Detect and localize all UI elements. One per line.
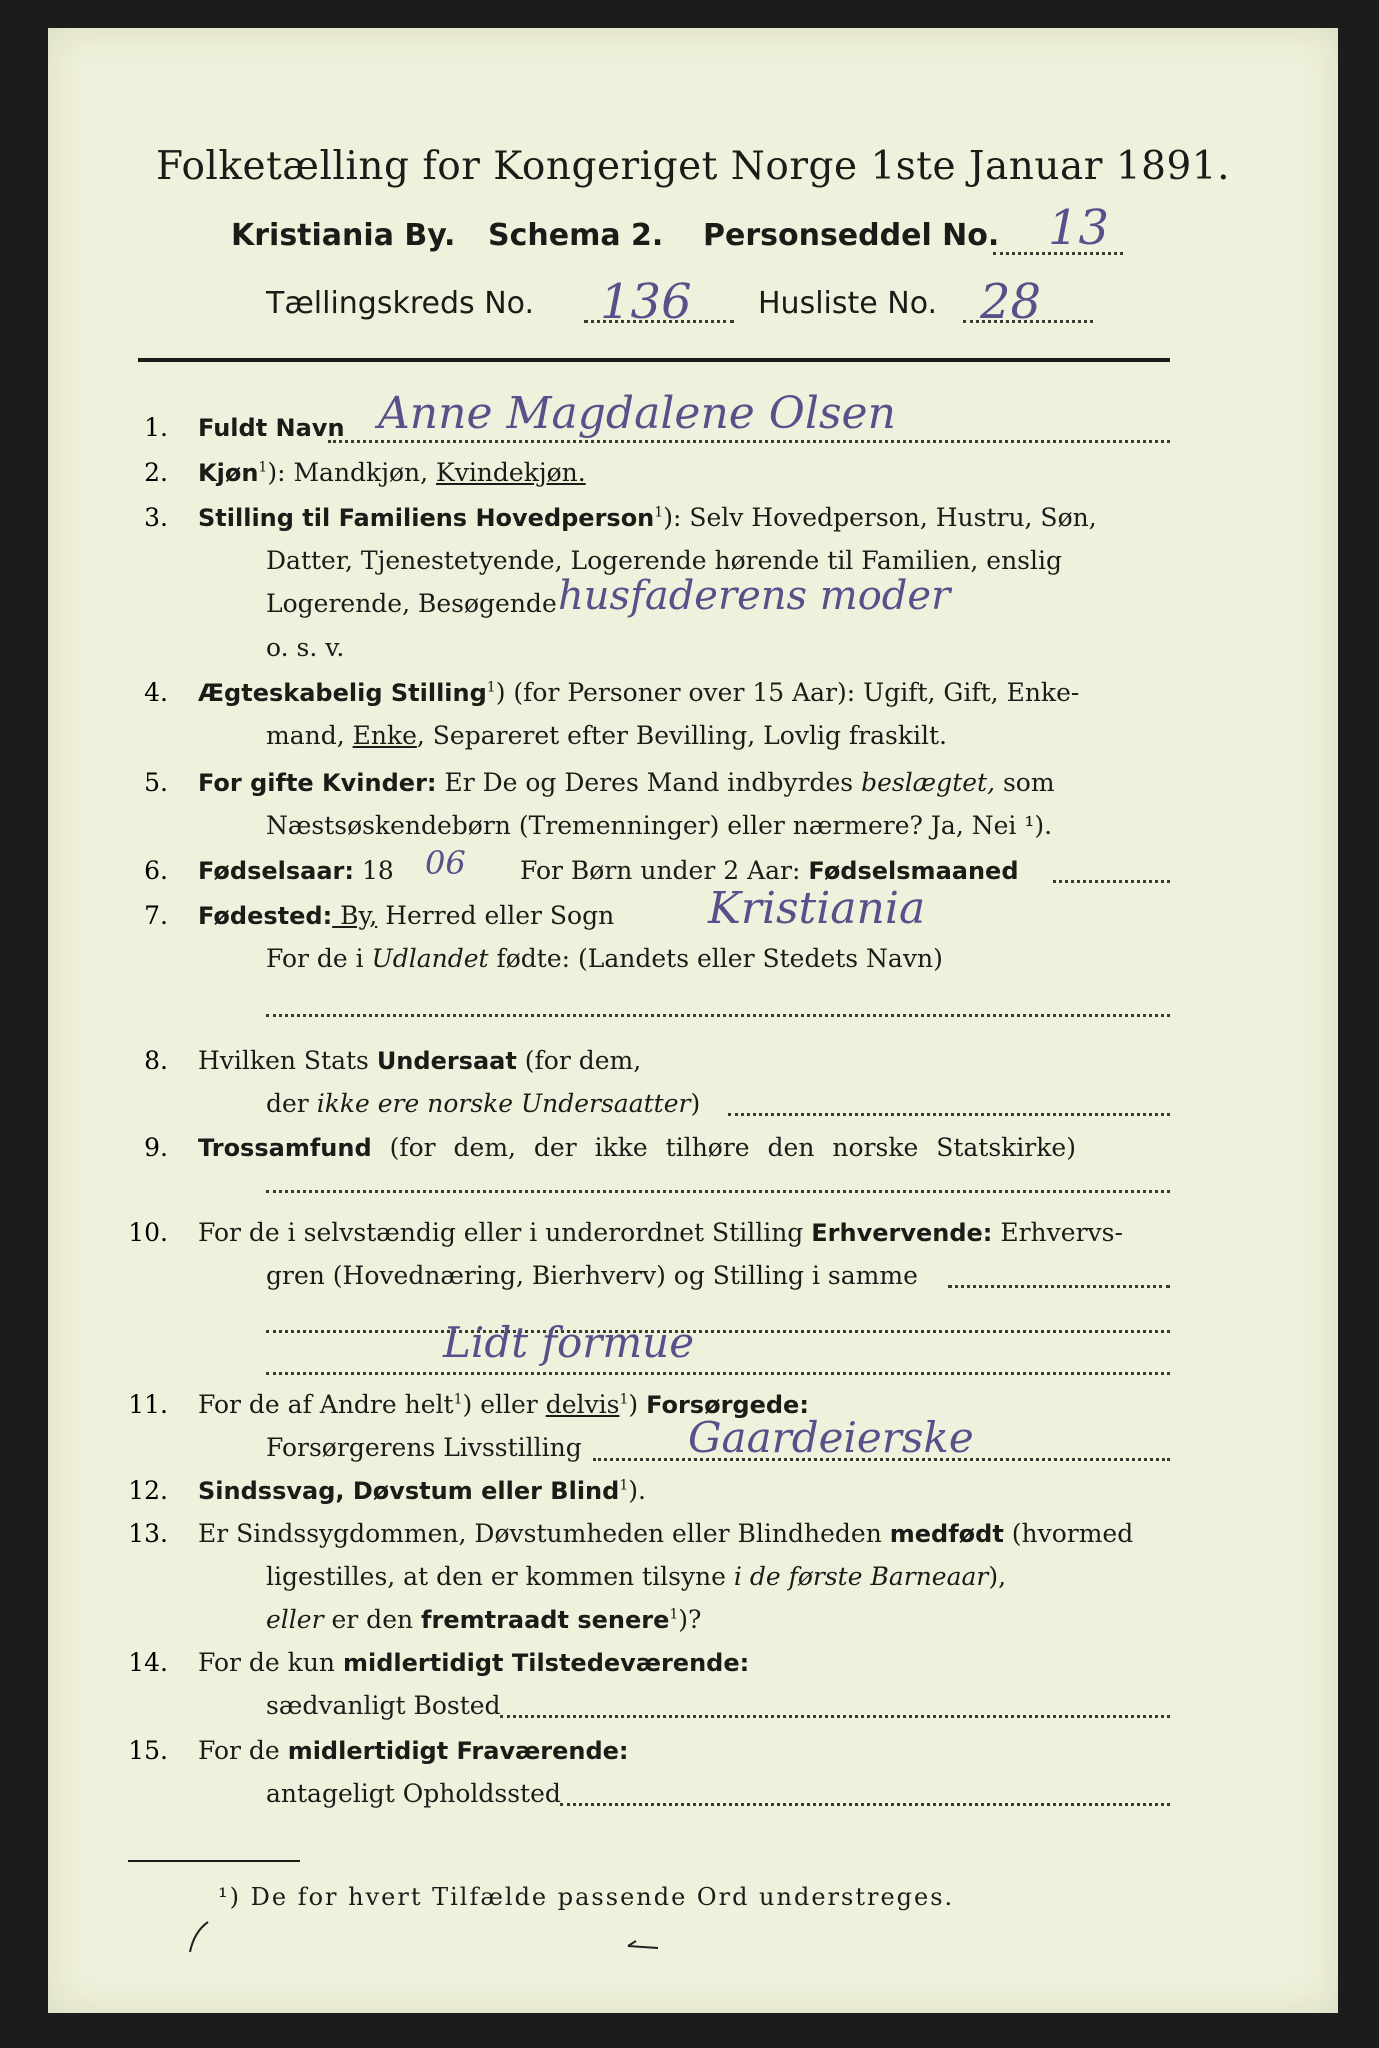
schema-label: Schema 2. — [488, 218, 664, 253]
item-13-line-3: eller er den fremtraadt senere$^1$)? — [266, 1605, 702, 1634]
item-7-line-2: For de i Udlandet fødte: (Landets eller Stedets Navn) — [266, 944, 943, 973]
arrow-mark-icon — [626, 1938, 662, 1954]
item-13-line-2: ligestilles, at den er kommen tilsyne i de første Barneaar), — [266, 1562, 1007, 1591]
item-15-line-1: For de midlertidigt Fraværende: — [198, 1736, 629, 1765]
city-label: Kristiania By. — [231, 218, 456, 253]
item-11-line-2: Forsørgerens Livsstilling — [266, 1433, 582, 1462]
item-5-number: 5. — [144, 768, 168, 797]
item-8-number: 8. — [144, 1046, 168, 1075]
item-7-line-1: Fødested: By, Herred eller Sogn — [198, 901, 615, 930]
item-5-line-1: For gifte Kvinder: Er De og Deres Mand indbyrdes beslægtet, som — [198, 768, 1055, 797]
item-15-dots — [560, 1803, 1170, 1806]
item-11-number: 11. — [128, 1390, 168, 1419]
item-3-line-4: o. s. v. — [266, 633, 345, 662]
item-9-number: 9. — [144, 1133, 168, 1162]
item-14-line-2: sædvanligt Bosted — [266, 1691, 501, 1720]
item-10-line-1: For de i selvstændig eller i underordnet Stilling Erhvervende: Erhvervs- — [198, 1218, 1123, 1247]
item-8-line-1: Hvilken Stats Undersaat (for dem, — [198, 1046, 642, 1075]
full-name-value: Anne Magdalene Olsen — [378, 388, 896, 439]
item-3-line-2: Datter, Tjenestetyende, Logerende hørende til Familien, enslig — [266, 546, 1063, 575]
item-6-number: 6. — [144, 856, 168, 885]
footnote-text: ¹) De for hvert Tilfælde passende Ord understreges. — [218, 1883, 955, 1911]
item-9-line: Trossamfund (for dem, der ikke tilhøre den norske Statskirke) — [198, 1133, 1076, 1162]
item-14-number: 14. — [128, 1648, 168, 1677]
item-6-line: Fødselsaar: 18 — [198, 856, 394, 885]
item-8-line-2: der ikke ere norske Undersaatter) — [266, 1089, 701, 1118]
item-4-line-2: mand, Enke, Separeret efter Bevilling, Lovlig fraskilt. — [266, 721, 947, 750]
item-13-line-1: Er Sindssygdommen, Døvstumheden eller Blindheden medfødt (hvormed — [198, 1519, 1134, 1548]
item-10-dots-b — [266, 1330, 1170, 1333]
census-form — [48, 28, 1338, 2013]
item-15-number: 15. — [128, 1736, 168, 1765]
footnote-rule — [128, 1860, 300, 1862]
item-13-number: 13. — [128, 1519, 168, 1548]
item-4-number: 4. — [144, 678, 168, 707]
item-12-line: Sindssvag, Døvstum eller Blind$^1$). — [198, 1476, 646, 1505]
marital-status-value: Enke — [352, 721, 417, 750]
item-2-number: 2. — [144, 458, 168, 487]
provider-value: Gaardeierske — [688, 1413, 974, 1462]
birthplace-value: Kristiania — [708, 883, 926, 934]
item-10-line-2: gren (Hovednæring, Bierhverv) og Stilling i samme — [266, 1261, 918, 1290]
item-6-dots — [1053, 880, 1170, 883]
personseddel-no: 13 — [1048, 200, 1110, 256]
item-10-dots-c — [266, 1372, 1170, 1375]
item-12-number: 12. — [128, 1476, 168, 1505]
item-7-number: 7. — [144, 901, 168, 930]
item-6-under2: For Børn under 2 Aar: Fødselsmaaned — [520, 856, 1019, 885]
header-rule — [138, 358, 1170, 362]
family-position-value: husfaderens moder — [558, 573, 951, 619]
item-9-dots — [266, 1190, 1170, 1193]
form-title: Folketælling for Kongeriget Norge 1ste Januar 1891. — [156, 144, 1230, 189]
item-4-line-1: Ægteskabelig Stilling$^1$) (for Personer over 15 Aar): Ugift, Gift, Enke- — [198, 678, 1080, 707]
item-11-line-1: For de af Andre helt$^1$) eller delvis$^1$) Forsørgede: — [198, 1390, 809, 1419]
husliste-no: 28 — [980, 274, 1042, 330]
item-10-number: 10. — [128, 1218, 168, 1247]
item-1-number: 1. — [144, 413, 168, 442]
item-3-line-3: Logerende, Besøgende — [266, 589, 557, 618]
item-3-number: 3. — [144, 503, 168, 532]
item-14-dots — [500, 1715, 1170, 1718]
item-2-line: Kjøn$^1$): Mandkjøn, Kvindekjøn. — [198, 458, 586, 487]
item-1-dots — [328, 440, 1170, 443]
occupation-value: Lidt formue — [443, 1318, 695, 1367]
item-5-line-2: Næstsøskendebørn (Tremenninger) eller nærmere? Ja, Nei ¹). — [266, 811, 1053, 840]
item-15-line-2: antageligt Opholdssted — [266, 1779, 561, 1808]
birth-year-value: 06 — [425, 844, 466, 882]
kreds-label: Tællingskreds No. — [266, 286, 534, 321]
item-3-line-1: Stilling til Familiens Hovedperson$^1$): Selv Hovedperson, Hustru, Søn, — [198, 503, 1097, 532]
item-1-label: Fuldt Navn — [198, 414, 345, 442]
item-14-line-1: For de kun midlertidigt Tilstedeværende: — [198, 1648, 750, 1677]
item-7-dots — [266, 1014, 1170, 1017]
item-8-dots — [728, 1113, 1170, 1116]
item-10-dots-a — [948, 1285, 1170, 1288]
pencil-mark-icon — [178, 1918, 218, 1958]
kreds-no: 136 — [600, 274, 692, 330]
husliste-label: Husliste No. — [758, 286, 938, 321]
personseddel-label: Personseddel No. — [703, 218, 1000, 253]
